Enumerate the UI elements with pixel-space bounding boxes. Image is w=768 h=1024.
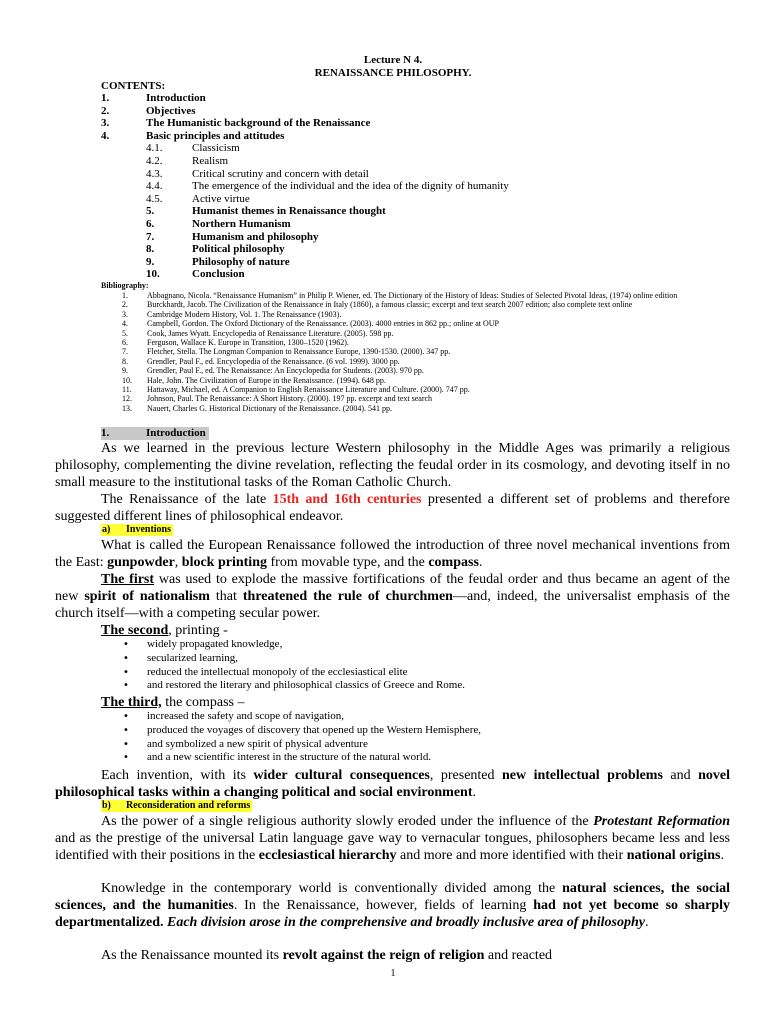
contents-item-number: 7. (146, 230, 155, 243)
bibliography-item (122, 404, 734, 413)
bibliography-item (122, 338, 734, 347)
contents-item-text: Basic principles and attitudes (146, 129, 285, 142)
bibliography-item (122, 376, 734, 385)
bullet-item: • secularized learning, (121, 652, 465, 666)
contents-item-text: Northern Humanism (192, 217, 291, 230)
bibliography-item (122, 366, 734, 375)
lecture-number: Lecture N 4. (363, 54, 423, 66)
bibliography-item-text: Abbagnano, Nicola. “Renaissance Humanism” in Philip P. Wiener, ed. The Dictionary of the History of Ideas: Studies of Selected Pivotal Ideas, (1974) online edition (147, 291, 678, 300)
contents-item-number: 4.1. (146, 142, 163, 155)
bibliography-item (122, 385, 734, 394)
contents-item-text: Critical scrutiny and concern with detail (192, 167, 369, 180)
third-invention-lead: The third, the compass – (101, 695, 245, 710)
bullet-item: • increased the safety and scope of navigation, (121, 710, 481, 724)
contents-item-text: Objectives (146, 104, 196, 117)
contents-item-text: Humanism and philosophy (192, 230, 319, 243)
contents-item-text: Introduction (146, 92, 206, 104)
bibliography-item-text: Fletcher, Stella. The Longman Companion to Renaissance Europe, 1390-1530. (2000). 347 pp. (147, 347, 451, 357)
paragraph-2: The Renaissance of the late 15th and 16th centuries presented a different set of problems and therefore suggested different lines of philosophical endeavor. (55, 492, 730, 524)
bibliography-item-text: Nauert, Charles G. Historical Dictionary of the Renaissance. (2004). 541 pp. (147, 403, 393, 413)
bibliography-item-text: Grendler, Paul F., ed. The Renaissance: An Encyclopedia for Students. (2003). 970 pp. (147, 366, 424, 376)
bibliography-heading: Bibliography: (101, 281, 149, 290)
bibliography-item-number: 7. (122, 347, 128, 357)
subsection-heading-reconsideration: b) Reconsideration and reforms (102, 800, 251, 811)
contents-item-number: 10. (146, 268, 160, 281)
section-title: Introduction (146, 427, 206, 439)
contents-item-text: Realism (192, 154, 229, 167)
bullet-item: • reduced the intellectual monopoly of the ecclesiastical elite (121, 666, 465, 680)
paragraph-5: Each invention, with its wider cultural consequences, presented new intellectual problems and novel philosophical tasks within a changing political and social environment. (55, 768, 730, 800)
contents-item-number: 4. (101, 129, 110, 142)
bibliography-item-text: Johnson, Paul. The Renaissance: A Short History. (2000). 197 pp. excerpt and text search (147, 394, 433, 404)
contents-item-text: Conclusion (192, 268, 245, 281)
bibliography-item-text: Ferguson, Wallace K. Europe in Transition, 1300–1520 (1962). (147, 338, 349, 348)
paragraph-1: As we learned in the previous lecture Western philosophy in the Middle Ages was primarily a religious philosophy, complementing the divine revelation, reflecting the feudal order in its cosmology, and devoting itself in no small measure to the institutional tasks of the Roman Catholic Church. (55, 441, 730, 490)
bibliography-item (122, 310, 734, 319)
contents-item-number: 6. (146, 217, 155, 230)
bibliography-item-text: Hattaway, Michael, ed. A Companion to English Renaissance Literature and Culture. (2000). 747 pp. (147, 385, 470, 395)
paragraph-4: The first was used to explode the massive fortifications of the feudal order and thus became an agent of the new spirit of nationalism that threatened the rule of churchmen—and, indeed, the universalist emphasis of the church itself—with a competing secular power. (55, 572, 730, 621)
contents-item-number: 1. (101, 92, 110, 104)
contents-item-text: The emergence of the individual and the idea of the dignity of humanity (192, 180, 509, 193)
bullet-item: • produced the voyages of discovery that opened up the Western Hemisphere, (121, 724, 481, 738)
contents-item-text: Classicism (192, 142, 240, 155)
contents-item-number: 3. (101, 117, 110, 130)
printing-effects-list (121, 638, 465, 693)
bibliography-item-number: 4. (122, 319, 128, 329)
bullet-item: • and restored the literary and philosophical classics of Greece and Rome. (121, 679, 465, 693)
bibliography-item-number: 6. (122, 338, 128, 348)
contents-item-number: 4.2. (146, 154, 163, 167)
paragraph-8: As the Renaissance mounted its revolt against the reign of religion and reacted (101, 948, 553, 963)
bibliography-item-number: 13. (122, 403, 132, 413)
bibliography-item-text: Cambridge Modern History, Vol. 1. The Renaissance (1903). (147, 309, 342, 319)
bibliography-item-number: 12. (122, 394, 132, 404)
highlight-centuries: 15th and 16th centuries (272, 492, 422, 507)
contents-item-text: Political philosophy (192, 243, 285, 256)
contents-item-number: 4.4. (146, 180, 163, 193)
contents-item-number: 4.5. (146, 192, 163, 205)
bibliography-item (122, 300, 734, 309)
contents-item-text: The Humanistic background of the Renaissance (146, 117, 371, 130)
contents-item-number: 9. (146, 255, 155, 268)
bibliography-item-text: Grendler, Paul F., ed. Encyclopedia of the Renaissance. (6 vol. 1999). 3000 pp. (147, 356, 400, 366)
bibliography-list (122, 291, 734, 413)
bullet-item: • and a new scientific interest in the structure of the natural world. (121, 751, 481, 765)
compass-effects-list (121, 710, 481, 765)
contents-item-number: 5. (146, 205, 155, 218)
bibliography-item-text: Burckhardt, Jacob. The Civilization of the Renaissance in Italy (1860), a famous classic; excerpt and text search 2007 edition; also complete text online (147, 300, 633, 310)
bibliography-item-number: 1. (122, 291, 128, 300)
document-title: RENAISSANCE PHILOSOPHY. (314, 67, 472, 79)
second-invention-lead: The second, printing - (101, 623, 228, 638)
bibliography-item-number: 5. (122, 328, 128, 338)
bibliography-item-number: 10. (122, 375, 132, 385)
contents-item-text: Humanist themes in Renaissance thought (192, 205, 386, 218)
bibliography-item-number: 9. (122, 366, 128, 376)
bibliography-item-text: Campbell, Gordon. The Oxford Dictionary of the Renaissance. (2003). 4000 entries in 862 pp.; online at OUP (147, 319, 500, 329)
page-number: 1 (390, 968, 396, 979)
bibliography-item-text: Cook, James Wyatt. Encyclopedia of Renaissance Literature. (2005). 598 pp. (147, 328, 394, 338)
paragraph-7: Knowledge in the contemporary world is conventionally divided among the natural sciences, the social sciences, and the humanities. In the Renaissance, however, fields of learning had not yet become so sharply departmentalized. Each division arose in the comprehensive and broadly inclusive area of philosophy. (55, 881, 730, 930)
contents-item-text: Active virtue (192, 192, 250, 205)
paragraph-6: As the power of a single religious authority slowly eroded under the influence of the Protestant Reformation and as the prestige of the universal Latin language gave way to vernacular tongues, philosophers became less and less identified with their positions in the ecclesiastical hierarchy and more and more identified with their national origins. (55, 814, 730, 863)
contents-item-number: 4.3. (146, 167, 163, 180)
bibliography-item (122, 394, 734, 403)
bibliography-item-number: 11. (122, 385, 132, 395)
bibliography-item-number: 3. (122, 309, 128, 319)
section-heading-introduction (101, 427, 209, 440)
bibliography-item (122, 357, 734, 366)
bibliography-item (122, 319, 734, 328)
bullet-item: • widely propagated knowledge, (121, 638, 465, 652)
bullet-item: • and symbolized a new spirit of physical adventure (121, 738, 481, 752)
bibliography-item (122, 291, 734, 300)
bibliography-item (122, 347, 734, 356)
subsection-heading-inventions: a) Inventions (102, 524, 172, 535)
contents-heading: CONTENTS: (101, 80, 166, 92)
contents-item-text: Philosophy of nature (192, 255, 290, 268)
bibliography-item-number: 2. (122, 300, 128, 310)
bibliography-item-number: 8. (122, 356, 128, 366)
section-number: 1. (101, 427, 110, 439)
bibliography-item (122, 329, 734, 338)
contents-item-number: 8. (146, 243, 155, 256)
contents-item-number: 2. (101, 104, 110, 117)
paragraph-3: What is called the European Renaissance followed the introduction of three novel mechanical inventions from the East: gunpowder, block printing from movable type, and the compass. (55, 538, 730, 570)
bibliography-item-text: Hale, John. The Civilization of Europe in the Renaissance. (1994). 648 pp. (147, 375, 386, 385)
